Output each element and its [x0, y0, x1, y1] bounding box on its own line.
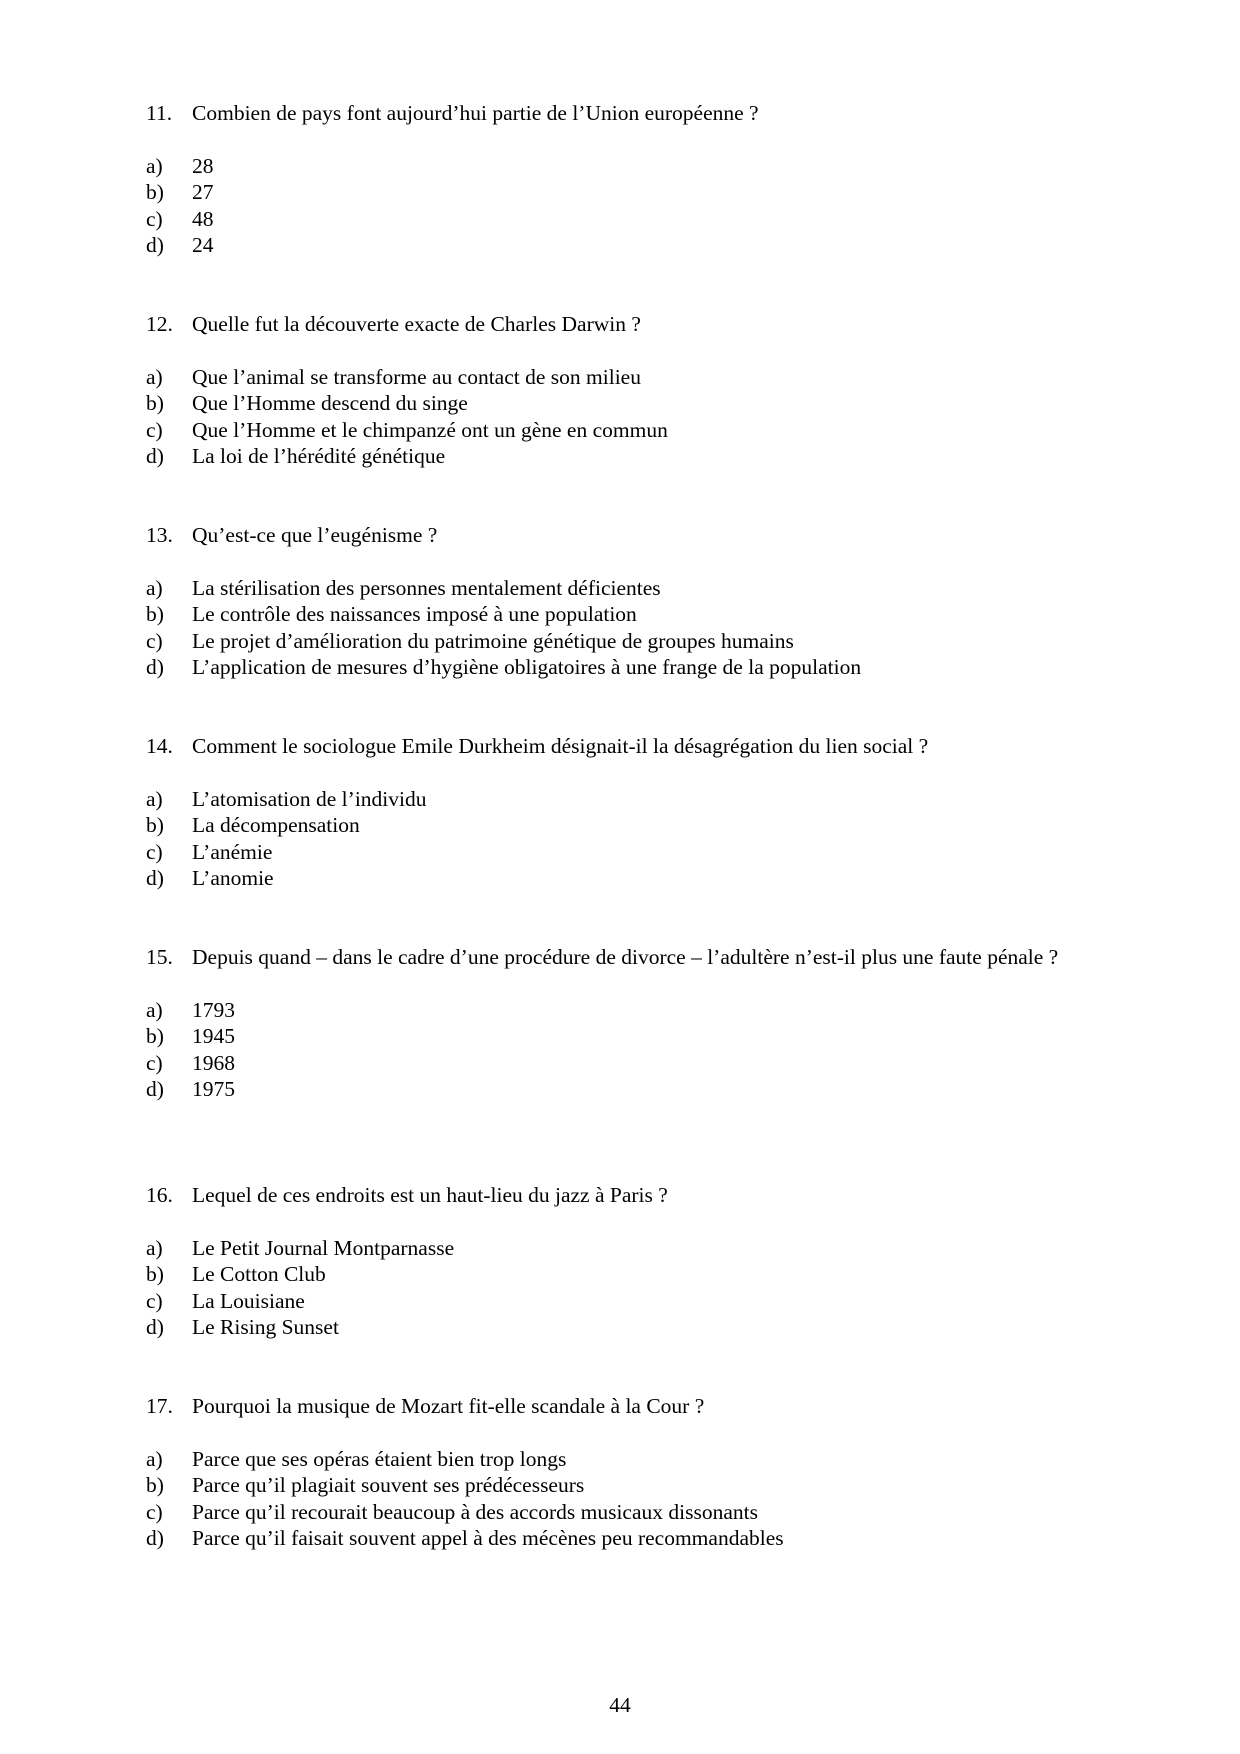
option-text: L’application de mesures d’hygiène obligatoires à une frange de la population — [192, 655, 862, 679]
option-text: La décompensation — [192, 813, 360, 837]
option-letter: b) — [146, 391, 164, 415]
option-text: Le contrôle des naissances imposé à une population — [192, 602, 637, 626]
answer-option — [146, 628, 1066, 655]
answer-options — [146, 153, 1066, 259]
answer-option — [146, 575, 1066, 602]
question-number: 12. — [146, 312, 173, 336]
question-number: 16. — [146, 1183, 173, 1207]
option-text: Parce que ses opéras étaient bien trop longs — [192, 1446, 567, 1471]
option-letter: d) — [146, 1315, 164, 1339]
question-11 — [146, 100, 1066, 259]
option-letter: a) — [146, 786, 163, 811]
answer-option — [146, 1235, 1066, 1262]
option-letter: b) — [146, 180, 164, 204]
option-letter: d) — [146, 444, 164, 468]
option-text: 48 — [192, 206, 214, 231]
option-letter: c) — [146, 206, 163, 231]
option-text: Parce qu’il faisait souvent appel à des mécènes peu recommandables — [192, 1526, 784, 1550]
option-text: Que l’animal se transforme au contact de son milieu — [192, 364, 641, 389]
question-line — [146, 522, 1066, 549]
question-12 — [146, 311, 1066, 470]
answer-option — [146, 1261, 1066, 1288]
answer-option — [146, 1314, 1066, 1341]
option-letter: a) — [146, 997, 163, 1022]
answer-options — [146, 1446, 1066, 1552]
option-text: Parce qu’il recourait beaucoup à des accords musicaux dissonants — [192, 1499, 758, 1524]
answer-option — [146, 786, 1066, 813]
option-text: Le Rising Sunset — [192, 1315, 339, 1339]
option-text: La stérilisation des personnes mentalement déficientes — [192, 575, 661, 600]
answer-options — [146, 786, 1066, 892]
option-text: 1945 — [192, 1024, 235, 1048]
option-letter: c) — [146, 1288, 163, 1313]
option-letter: c) — [146, 1499, 163, 1524]
answer-option — [146, 1023, 1066, 1050]
question-text: Combien de pays font aujourd’hui partie de l’Union européenne ? — [192, 101, 759, 125]
option-letter: c) — [146, 628, 163, 653]
answer-options — [146, 364, 1066, 470]
option-letter: a) — [146, 153, 163, 178]
option-text: 1975 — [192, 1077, 235, 1101]
answer-option — [146, 601, 1066, 628]
answer-options — [146, 575, 1066, 681]
option-letter: b) — [146, 1024, 164, 1048]
option-text: La loi de l’hérédité génétique — [192, 444, 446, 468]
question-number: 13. — [146, 523, 173, 547]
option-letter: d) — [146, 1526, 164, 1550]
option-letter: d) — [146, 655, 164, 679]
option-text: L’atomisation de l’individu — [192, 786, 427, 811]
question-14 — [146, 733, 1066, 892]
answer-option — [146, 1050, 1066, 1077]
option-letter: c) — [146, 1050, 163, 1075]
question-text: Lequel de ces endroits est un haut-lieu du jazz à Paris ? — [192, 1183, 668, 1207]
question-text: Quelle fut la découverte exacte de Charles Darwin ? — [192, 312, 641, 336]
question-13 — [146, 522, 1066, 681]
option-letter: d) — [146, 1077, 164, 1101]
question-number: 15. — [146, 945, 173, 969]
option-letter: c) — [146, 417, 163, 442]
option-letter: b) — [146, 602, 164, 626]
option-letter: b) — [146, 1262, 164, 1286]
option-letter: a) — [146, 1235, 163, 1260]
question-line — [146, 733, 1066, 760]
answer-option — [146, 206, 1066, 233]
answer-options — [146, 997, 1066, 1103]
question-line — [146, 100, 1066, 127]
answer-option — [146, 1076, 1066, 1103]
answer-option — [146, 232, 1066, 259]
question-number: 11. — [146, 101, 173, 125]
option-text: Parce qu’il plagiait souvent ses prédécesseurs — [192, 1473, 585, 1497]
answer-options — [146, 1235, 1066, 1341]
option-letter: d) — [146, 233, 164, 257]
answer-option — [146, 153, 1066, 180]
answer-option — [146, 1525, 1066, 1552]
answer-option — [146, 417, 1066, 444]
answer-option — [146, 654, 1066, 681]
option-text: La Louisiane — [192, 1288, 305, 1313]
question-text: Qu’est-ce que l’eugénisme ? — [192, 523, 438, 547]
answer-option — [146, 997, 1066, 1024]
option-text: 1968 — [192, 1050, 235, 1075]
answer-option — [146, 839, 1066, 866]
question-line — [146, 944, 1066, 971]
answer-option — [146, 1446, 1066, 1473]
question-text: Depuis quand – dans le cadre d’une procédure de divorce – l’adultère n’est-il plus une faute pénale ? — [192, 945, 1059, 969]
question-line — [146, 1393, 1066, 1420]
option-text: Que l’Homme descend du singe — [192, 391, 468, 415]
option-letter: b) — [146, 813, 164, 837]
option-text: Le Cotton Club — [192, 1262, 326, 1286]
option-text: L’anomie — [192, 866, 274, 890]
answer-option — [146, 865, 1066, 892]
option-text: 28 — [192, 153, 214, 178]
option-text: L’anémie — [192, 839, 273, 864]
option-text: 24 — [192, 233, 214, 257]
page-number: 44 — [609, 1693, 631, 1717]
option-letter: c) — [146, 839, 163, 864]
option-letter: b) — [146, 1473, 164, 1497]
answer-option — [146, 1472, 1066, 1499]
option-text: Que l’Homme et le chimpanzé ont un gène en commun — [192, 417, 668, 442]
option-letter: d) — [146, 866, 164, 890]
answer-option — [146, 179, 1066, 206]
option-text: Le projet d’amélioration du patrimoine génétique de groupes humains — [192, 628, 794, 653]
option-text: Le Petit Journal Montparnasse — [192, 1235, 455, 1260]
question-15 — [146, 944, 1066, 1103]
question-line — [146, 1182, 1066, 1209]
question-number: 14. — [146, 734, 173, 758]
answer-option — [146, 364, 1066, 391]
question-16 — [146, 1182, 1066, 1341]
answer-option — [146, 1499, 1066, 1526]
option-letter: a) — [146, 575, 163, 600]
question-17 — [146, 1393, 1066, 1552]
option-text: 27 — [192, 180, 214, 204]
answer-option — [146, 443, 1066, 470]
question-text: Comment le sociologue Emile Durkheim désignait-il la désagrégation du lien social ? — [192, 734, 929, 758]
answer-option — [146, 1288, 1066, 1315]
answer-option — [146, 390, 1066, 417]
answer-option — [146, 812, 1066, 839]
question-number: 17. — [146, 1394, 173, 1418]
question-line — [146, 311, 1066, 338]
question-text: Pourquoi la musique de Mozart fit-elle scandale à la Cour ? — [192, 1394, 705, 1418]
option-letter: a) — [146, 1446, 163, 1471]
option-text: 1793 — [192, 997, 235, 1022]
option-letter: a) — [146, 364, 163, 389]
